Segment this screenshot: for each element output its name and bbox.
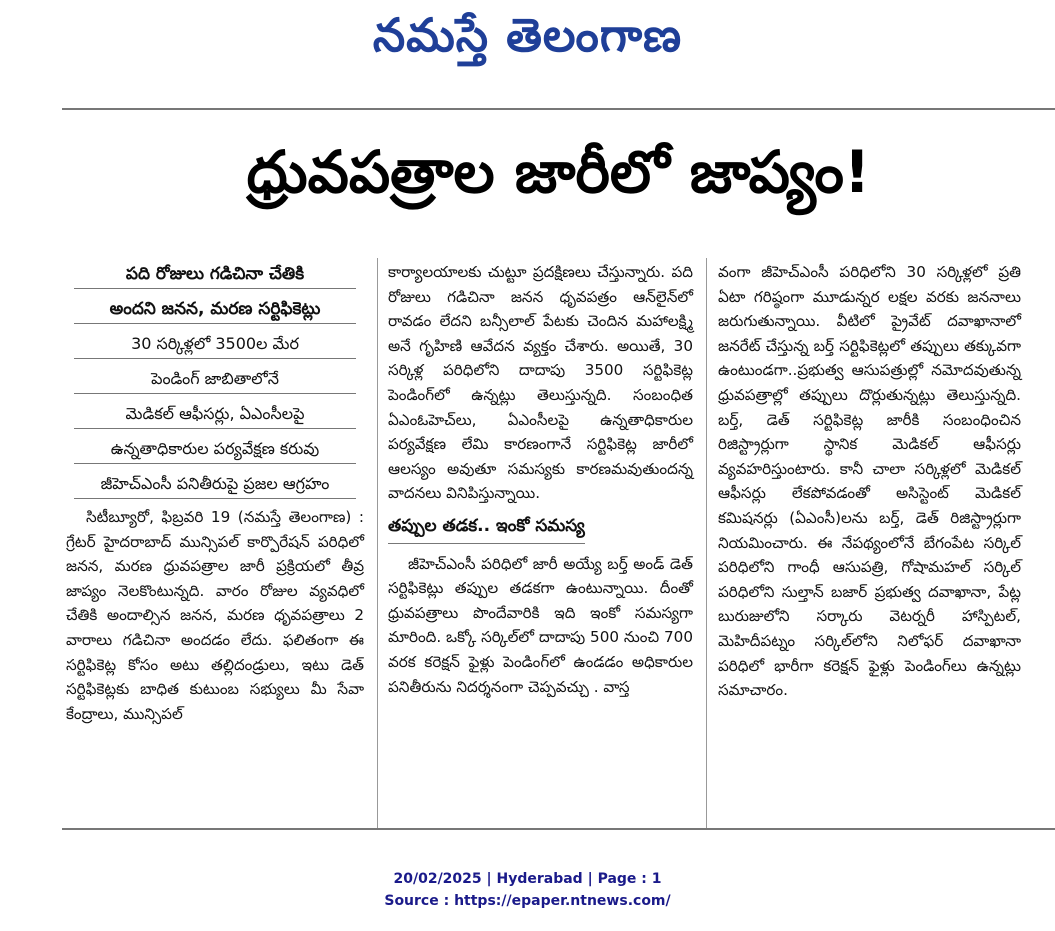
deck-line-2: అందని జనన, మరణ సర్టిఫికెట్లు xyxy=(74,295,356,324)
column-3 xyxy=(718,260,1021,703)
column-2 xyxy=(388,260,693,699)
column-2-body-2: జీహెచ్ఎంసీ పరిధిలో జారీ అయ్యే బర్త్ అండ్ డెత్ సర్టిఫికెట్లు తప్పుల తడకగా ఉంటున్నాయి. దీంతో ధ్రువపత్రాలు పొందేవారికి ఇది ఇంకో సమస్యగా మారింది. ఒక్కో సర్కిల్‌లో దాదాపు 500 నుంచి 700 వరక కరెక్షన్ ఫైళ్లు పెండింగ్‌లో ఉండడం అధికారుల పనితీరును నిదర్శనంగా చెప్పవచ్చు . వాస్త xyxy=(388,554,693,696)
deck-line-1: పది రోజులు గడిచినా చేతికి xyxy=(74,260,356,289)
column-2-body-1: కార్యాలయాలకు చుట్టూ ప్రదక్షిణలు చేస్తున్నారు. పది రోజులు గడిచినా జనన ధృవపత్రం ఆన్‌లైన్‌లో రావడం లేదని బన్సీలాల్ పేటకు చెందిన మహాలక్ష్మి అనే గృహిణి ఆవేదన వ్యక్తం చేశారు. అయితే, 30 సర్కిళ్ల పరిధిలోని దాదాపు 3500 సర్టిఫికెట్ల పెండింగ్‌లో ఉన్నట్లు తెలుస్తున్నది. సంబంధిత ఏఎంఓహెచ్‌లు, ఏఎంసీలపై ఉన్నతాధికారుల పర్యవేక్షణ లేమి కారణంగానే సర్టిఫికెట్ల జారీలో ఆలస్యం అవుతూ సమస్యకు కారణమవుతుందన్న వాదనలు వినిపిస్తున్నాయి. xyxy=(388,263,693,503)
footer-source: Source : https://epaper.ntnews.com/ xyxy=(384,893,671,909)
bottom-rule xyxy=(62,828,1055,830)
section-subhead: తప్పుల తడక.. ఇంకో సమస్య xyxy=(388,514,585,544)
article-headline: ధ్రువపత్రాల జారీలో జాప్యం! xyxy=(246,138,871,206)
column-1 xyxy=(66,260,364,726)
column-divider-2 xyxy=(706,258,707,828)
deck-line-3: 30 సర్కిళ్లలో 3500ల మేర xyxy=(74,330,356,359)
deck-line-4: పెండింగ్ జాబితాలోనే xyxy=(74,365,356,394)
footer-dateline: 20/02/2025 | Hyderabad | Page : 1 xyxy=(393,871,662,887)
column-divider-1 xyxy=(377,258,378,828)
top-rule xyxy=(62,108,1055,110)
column-1-body: సిటీబ్యూరో, ఫిబ్రవరి 19 (నమస్తే తెలంగాణ) : గ్రేటర్ హైదరాబాద్ మున్సిపల్ కార్పొరేషన్ పరిధిలో జనన, మరణ ధ్రువపత్రాల జారీ ప్రక్రియలో తీవ్ర జాప్యం నెలకొంటున్నది. వారం రోజుల వ్యవధిలో చేతికి అందాల్సిన జనన, మరణ ధృవపత్రాలు 2 వారాలు గడిచినా అందడం లేదు. ఫలితంగా ఈ సర్టిఫికెట్ల కోసం అటు తల్లిదండ్రులు, ఇటు డెత్ సర్టిఫికెట్లకు బాధిత కుటుంబ సభ్యులు మీ సేవా కేంద్రాలు, మున్సిపల్ xyxy=(66,508,364,723)
newspaper-masthead: నమస్తే తెలంగాణ xyxy=(372,8,683,62)
deck-line-5: మెడికల్ ఆఫీసర్లు, ఏఎంసీలపై xyxy=(74,400,356,429)
article-deck xyxy=(66,260,364,499)
column-3-body: వంగా జీహెచ్ఎంసీ పరిధిలోని 30 సర్కిళ్లలో ప్రతి ఏటా గరిష్ఠంగా మూడున్నర లక్షల వరకు జననాలు జరుగుతున్నాయి. వీటిలో ప్రైవేట్ దవాఖానాలో జనరేట్ చేస్తున్న బర్త్ సర్టిఫికెట్లలో తప్పులు తక్కువగా ఉంటుండగా..ప్రభుత్వ ఆసుపత్రుల్లో నమోదవుతున్న ధ్రువపత్రాల్లో తప్పులు దొర్లుతున్నట్లు తెలుస్తున్నది. బర్త్, డెత్ సర్టిఫికెట్ల జారీకి సంబంధించిన రిజిస్ట్రార్లుగా స్థానిక మెడికల్ ఆఫీసర్లు వ్యవహరిస్తుంటారు. కానీ చాలా సర్కిళ్లలో మెడికల్ ఆఫీసర్లు లేకపోవడంతో అసిస్టెంట్ మెడికల్ కమిషనర్లు (ఏఎంసీ)లను బర్త్, డెత్ రిజిస్ట్రార్లుగా నియమించారు. ఈ నేపథ్యంలోనే బేగంపేట సర్కిల్ పరిధిలోని గాంధీ ఆసుపత్రి, గోషామహల్ సర్కిల్ పరిధిలోని సుల్తాన్ బజార్ ప్రభుత్వ దవాఖానా, పేట్ల బురుజులోని సర్కారు వెటర్నరీ హాస్పిటల్, మెహిదీపట్నం సర్కిల్‌లోని నిలోఫర్ దవాఖానా పరిధిలో భారీగా కరెక్షన్ ఫైళ్లు పెండింగ్‌లు ఉన్నట్లు సమాచారం. xyxy=(718,263,1021,700)
deck-line-7: జీహెచ్ఎంసీ పనితీరుపై ప్రజల ఆగ్రహం xyxy=(74,470,356,499)
deck-line-6: ఉన్నతాధికారుల పర్యవేక్షణ కరువు xyxy=(74,435,356,464)
